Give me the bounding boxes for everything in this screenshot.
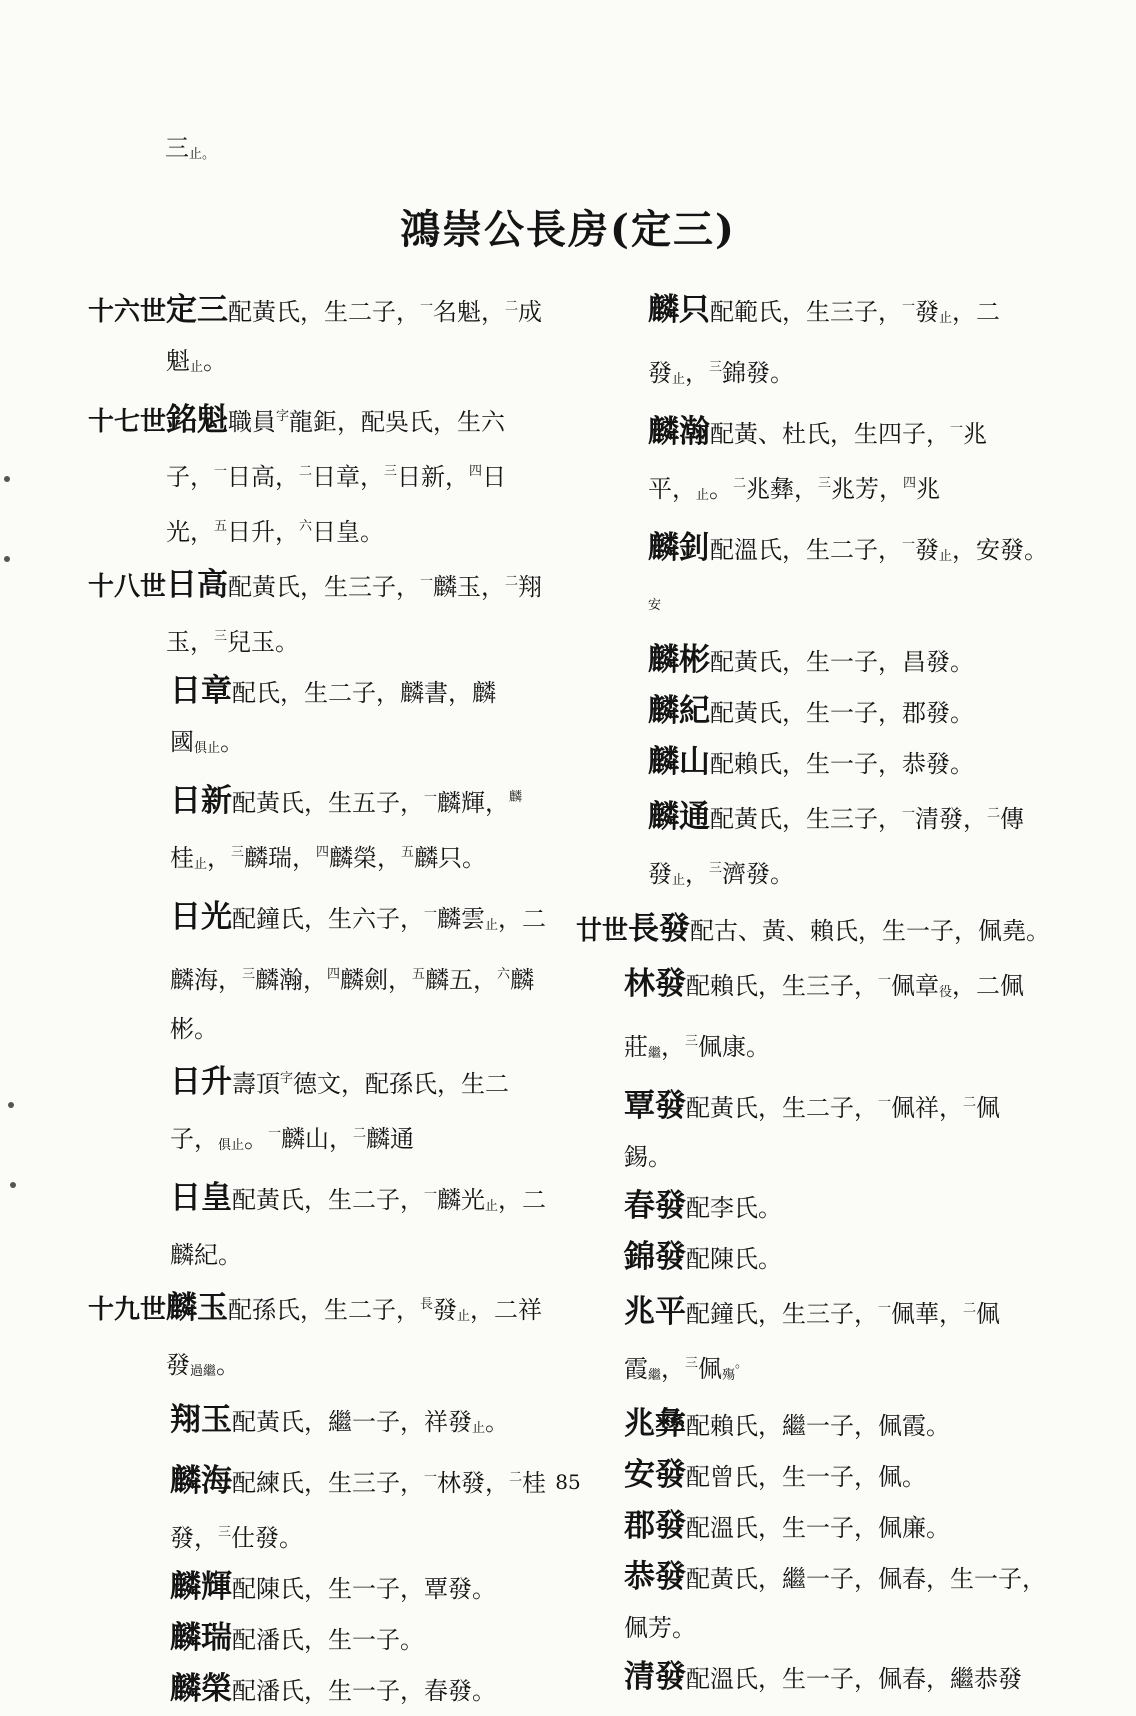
entry-text: 配黃氏，生二子， [232,1186,424,1214]
entry-text: 配李氏。 [686,1194,782,1222]
entry-continuation [648,844,1056,905]
entry-text: 繼 [648,1368,662,1383]
generation-label: 十六世 [88,297,167,327]
person-name: 日章 [170,673,232,709]
genealogy-entry [576,636,1056,687]
entry-text: 配孫氏，生二子， [228,1296,421,1324]
entry-text: 麟海， [170,966,242,994]
entry-text: 。 [203,347,228,375]
person-name: 麟只 [648,292,710,328]
person-name: 兆平 [624,1294,686,1330]
person-name: 錦發 [624,1239,686,1275]
entry-text: 日章， [312,463,385,491]
entry-text: 魁 [166,347,190,375]
person-name: 清發 [624,1659,686,1695]
entry-text: 發 [648,860,672,888]
scan-speck [8,1102,14,1108]
genealogy-entry [88,1563,566,1614]
entry-text: 一 [950,421,964,436]
entry-text: 壽頂 [232,1070,280,1098]
entry-continuation [648,459,1056,520]
entry-text: 三 [218,1525,232,1540]
genealogy-entry [88,773,566,889]
entry-text: 繼 [648,1046,662,1061]
entry-text: 職員 [228,408,277,436]
entry-text: 日新， [397,463,470,491]
entry-text: 德文，配孫氏，生二 [293,1070,510,1098]
entry-text: 六 [497,967,511,982]
entry-text: 二 [505,299,519,314]
genealogy-entry [88,1054,566,1170]
entry-text: 配練氏，生三子， [232,1469,424,1497]
entry-text: 佩 [698,1355,723,1383]
page-title: 鴻崇公長房(定三) [400,206,736,253]
person-name: 銘魁 [166,402,229,438]
person-name: 覃發 [624,1088,686,1124]
scan-speck [4,556,10,562]
entry-text: 二 [299,464,313,479]
continuation-line [165,128,215,163]
entry-continuation [88,612,566,667]
entry-text: 錦發。 [722,359,795,387]
entry-text: 成 [518,298,543,326]
entry-text: 四 [903,476,917,491]
entry-text: 日高， [227,463,300,491]
entry-text: 。 [216,1351,241,1379]
entry-text: 兆 [963,420,988,448]
entry-text: 二 [505,574,519,589]
genealogy-entry [88,667,566,773]
person-name: 麟通 [648,799,710,835]
entry-text: 配賴氏，繼一子，佩霞。 [686,1412,950,1440]
entry-text: 二 [963,1301,977,1316]
entry-text: 二 [987,806,1001,821]
entry-text: 一 [214,464,228,479]
genealogy-entry [576,1502,1056,1553]
entry-continuation [88,447,566,502]
entry-text: 佩華， [891,1300,964,1328]
entry-text: 清發， [915,805,988,833]
entry-text: 配黃氏，生二子， [686,1094,878,1122]
entry-text: ， [661,1033,686,1061]
entry-text: 二 [509,1470,523,1485]
entry-text: 一 [902,806,916,821]
genealogy-entry [576,1182,1056,1233]
entry-text: 配古、黃、賴氏，生一子，佩堯。 [690,917,1051,945]
entry-text: 佩 [976,1300,1001,1328]
entry-text: 日升， [227,518,300,546]
entry-text: ， [661,1355,686,1383]
entry-text: 發 [166,1351,190,1379]
entry-text: 止 [485,918,499,933]
entry-text: 止 [696,488,710,503]
person-name: 日光 [170,899,232,935]
genealogy-entry [88,1280,566,1396]
entry-text: 止 [672,873,686,888]
entry-text: 五 [412,967,426,982]
entry-text: 三 [242,967,256,982]
entry-text: 麟五， [425,966,498,994]
entry-continuation [170,1231,566,1280]
left-column [88,282,566,1716]
entry-text: 玉， [166,628,214,656]
entry-text: 止 [190,360,204,375]
entry-text: 桂 [522,1469,547,1497]
entry-continuation [624,1339,1056,1400]
entry-continuation [170,1005,566,1054]
entry-text: 桂 [170,844,194,872]
genealogy-entry [576,905,1056,956]
entry-text: 。 [735,1356,749,1371]
entry-continuation [624,1133,1056,1182]
entry-text: 三 [818,476,832,491]
person-name: 麟山 [648,744,710,780]
entry-text: ，二 [498,1186,547,1214]
entry-continuation [624,1017,1056,1078]
entry-text: 名魁， [433,298,506,326]
entry-text: 一 [424,1470,438,1485]
person-name: 麟瑞 [170,1620,232,1656]
entry-text: 一 [420,574,434,589]
genealogy-entry [576,956,1056,1078]
entry-text: 麟光 [437,1186,486,1214]
entry-text: 三 [384,464,398,479]
entry-text: 三 [685,1356,699,1371]
person-name: 郡發 [624,1508,686,1544]
entry-text: 麟雲 [437,905,486,933]
entry-continuation [624,1604,1056,1653]
entry-continuation [170,1109,566,1170]
entry-text: 龍鉅，配吳氏，生六 [289,408,506,436]
genealogy-entry [576,789,1056,905]
entry-text: 麟 [510,966,535,994]
genealogy-entry [88,1170,566,1280]
entry-text: 配溫氏，生一子，佩廉。 [686,1514,950,1542]
entry-text: 濟發。 [722,860,795,888]
person-name: 麟紀 [648,693,710,729]
entry-text: 止 [672,372,686,387]
entry-continuation [170,718,566,773]
person-name: 春發 [624,1188,686,1224]
entry-text: 一 [268,1126,282,1141]
entry-text: 三 [685,1034,699,1049]
person-name: 麟釗 [648,530,710,566]
entry-text: 。 [244,1125,269,1153]
genealogy-entry [576,687,1056,738]
entry-text: 光， [166,518,214,546]
entry-text: 配溫氏，生二子， [710,536,902,564]
person-name: 定三 [166,292,229,328]
genealogy-entry [576,1078,1056,1182]
entry-text: 配潘氏，生一子，春發。 [232,1677,496,1705]
entry-text: 配鐘氏，生三子， [686,1300,878,1328]
entry-text: 一 [878,973,892,988]
entry-text: 配陳氏，生一子，覃發。 [232,1575,496,1603]
entry-text: 翔 [518,573,543,601]
entry-text: 五 [214,519,228,534]
entry-text: 配黃氏，生三子， [710,805,902,833]
person-name: 兆彝 [624,1406,686,1442]
entry-text: 四 [327,967,341,982]
scan-speck [4,476,10,482]
entry-text: 配黃氏，生二子， [228,298,421,326]
entry-text: 止 [472,1421,486,1436]
entry-text: 麟瑞， [244,844,317,872]
entry-text: 俱止 [218,1138,245,1153]
entry-text: 兆彝， [746,475,819,503]
entry-text: 霞 [624,1355,648,1383]
entry-text: 麟 [509,790,523,805]
entry-text: 子， [170,1125,218,1153]
entry-text: 兆芳， [831,475,904,503]
entry-text: 一 [424,790,438,805]
entry-text: 殤 [722,1368,736,1383]
entry-text: 配黃氏，繼一子，佩春，生一子， [686,1565,1046,1593]
entry-text: 止 [485,1199,499,1214]
entry-text: 三 [231,845,245,860]
entry-text: 配曾氏，生一子，佩。 [686,1463,926,1491]
entry-text: 一 [424,906,438,921]
entry-text: 發 [915,298,940,326]
person-name: 恭發 [624,1559,686,1595]
person-name: 麟彬 [648,642,710,678]
entry-text: 麟紀。 [170,1241,242,1269]
entry-text: 字 [280,1071,294,1086]
continuation-note: 止。 [189,147,216,162]
entry-text: 配潘氏，生一子。 [232,1626,424,1654]
genealogy-entry [576,282,1056,404]
entry-text: 麟通 [366,1125,415,1153]
entry-text: 子， [166,463,214,491]
entry-text: 發 [915,536,940,564]
entry-text: 錫。 [624,1143,672,1171]
entry-text: 麟輝， [437,789,510,817]
person-name: 長發 [628,911,691,947]
scan-speck [10,1182,16,1188]
generation-label: 十九世 [88,1295,167,1325]
entry-text: 配黃氏，生一子，昌發。 [710,648,974,676]
entry-continuation [170,828,566,889]
entry-text: 止 [194,857,208,872]
entry-text: 兒玉。 [227,628,300,656]
entry-text: 麟玉， [433,573,506,601]
genealogy-entry [576,738,1056,789]
entry-text: 過繼 [190,1364,217,1379]
generation-label: 廿世 [576,916,629,946]
genealogy-entry [576,1233,1056,1284]
entry-continuation [648,343,1056,404]
entry-text: 日 [482,463,507,491]
entry-text: 平， [648,475,696,503]
entry-text: 配鐘氏，生六子， [232,905,424,933]
entry-text: 仕發。 [231,1524,304,1552]
entry-text: 傳 [1000,805,1025,833]
person-name: 林發 [624,966,686,1002]
entry-text: 配黃氏，生三子， [228,573,421,601]
genealogy-entry [576,1553,1056,1653]
genealogy-entry [88,392,566,557]
genealogy-entry [88,282,566,392]
entry-text: 佩芳。 [624,1614,696,1642]
entry-text: 彬。 [170,1015,218,1043]
genealogy-entry [576,1400,1056,1451]
entry-text: 麟只。 [414,844,487,872]
genealogy-entry [576,1653,1056,1704]
entry-text: 配黃氏，生五子， [232,789,424,817]
generation-label: 十八世 [88,572,167,602]
entry-text: 一 [420,299,434,314]
entry-text: 二 [733,476,747,491]
entry-text: 一 [424,1187,438,1202]
person-name: 翔玉 [170,1402,232,1438]
entry-text: 佩 [976,1094,1001,1122]
entry-text: ，二佩 [952,972,1025,1000]
entry-text: 莊 [624,1033,648,1061]
entry-continuation [170,1508,566,1563]
entry-text: 。 [709,475,734,503]
entry-text: 配陳氏。 [686,1245,782,1273]
entry-text: 六 [299,519,313,534]
entry-text: ， [685,359,710,387]
entry-text: 四 [316,845,330,860]
entry-text: 佩祥， [891,1094,964,1122]
entry-continuation [170,950,566,1005]
entry-text: 。 [220,728,245,756]
person-name: 日皇 [170,1180,232,1216]
person-name: 日高 [166,567,229,603]
person-name: 麟輝 [170,1569,232,1605]
entry-text: 配賴氏，生三子， [686,972,878,1000]
genealogy-entry [576,1284,1056,1400]
entry-text: 配溫氏，生一子，佩春，繼恭發 [686,1665,1022,1693]
entry-continuation [88,502,566,557]
entry-text: 配黃氏，生一子，郡發。 [710,699,974,727]
entry-text: ， [685,860,710,888]
entry-text: 一 [902,299,916,314]
entry-text: 三 [214,629,228,644]
entry-text: 配氏，生二子，麟書，麟 [232,679,496,707]
entry-text: 四 [469,464,483,479]
entry-text: 一 [878,1095,892,1110]
entry-text: 發 [648,359,672,387]
genealogy-entry [88,1614,566,1665]
entry-text: ， [207,844,232,872]
entry-text: 配賴氏，生一子，恭發。 [710,750,974,778]
genealogy-entry [88,1396,566,1453]
entry-text: 配範氏，生三子， [710,298,902,326]
continuation-text: 三 [165,134,189,162]
person-name: 麟瀚 [648,414,710,450]
person-name: 日升 [170,1064,232,1100]
person-name: 安發 [624,1457,686,1493]
entry-text: 兆 [916,475,941,503]
generation-label: 十七世 [88,407,167,437]
entry-text: 國 [170,728,194,756]
genealogy-entry [88,889,566,1054]
genealogy-entry [88,1665,566,1716]
entry-text: 配黃、杜氏，生四子， [710,420,950,448]
entry-text: 配黃氏，繼一子，祥發 [232,1408,472,1436]
person-name: 麟海 [170,1463,232,1499]
entry-text: 字 [276,409,290,424]
entry-text: 役 [939,985,953,1000]
page-number: 85 [555,1470,581,1494]
entry-text: 發 [433,1296,458,1324]
person-name: 日新 [170,783,232,819]
entry-text: 麟山， [281,1125,354,1153]
entry-text: ，二祥 [470,1296,543,1324]
entry-text: 二 [963,1095,977,1110]
entry-text: ，二 [952,298,1001,326]
person-name: 麟榮 [170,1671,232,1707]
entry-text: 止 [939,311,953,326]
entry-text: ，二 [498,905,547,933]
entry-text: 俱止 [194,741,221,756]
genealogy-entry [576,520,1056,636]
entry-text: 長 [420,1297,434,1312]
entry-text: 五 [401,845,415,860]
entry-text: 三 [709,360,723,375]
entry-text: 。 [485,1408,510,1436]
entry-text: 日皇。 [312,518,385,546]
entry-text: 發， [170,1524,218,1552]
entry-text: 佩康。 [698,1033,771,1061]
entry-text: 一 [902,537,916,552]
genealogy-entry [88,557,566,667]
entry-text: 二 [353,1126,367,1141]
entry-text: 麟瀚， [255,966,328,994]
person-name: 麟玉 [166,1290,229,1326]
entry-text: 止 [457,1309,471,1324]
entry-text: 林發， [437,1469,510,1497]
entry-text: 安 [648,598,662,613]
entry-text: 三 [709,861,723,876]
entry-text: ，安發。 [952,536,1049,564]
entry-text: 麟榮， [329,844,402,872]
entry-continuation [88,1341,566,1396]
entry-continuation [88,337,566,392]
entry-text: 佩章 [891,972,940,1000]
entry-text: 麟劍， [340,966,413,994]
genealogy-entry [576,404,1056,520]
entry-text: 一 [878,1301,892,1316]
entry-text: 止 [939,549,953,564]
